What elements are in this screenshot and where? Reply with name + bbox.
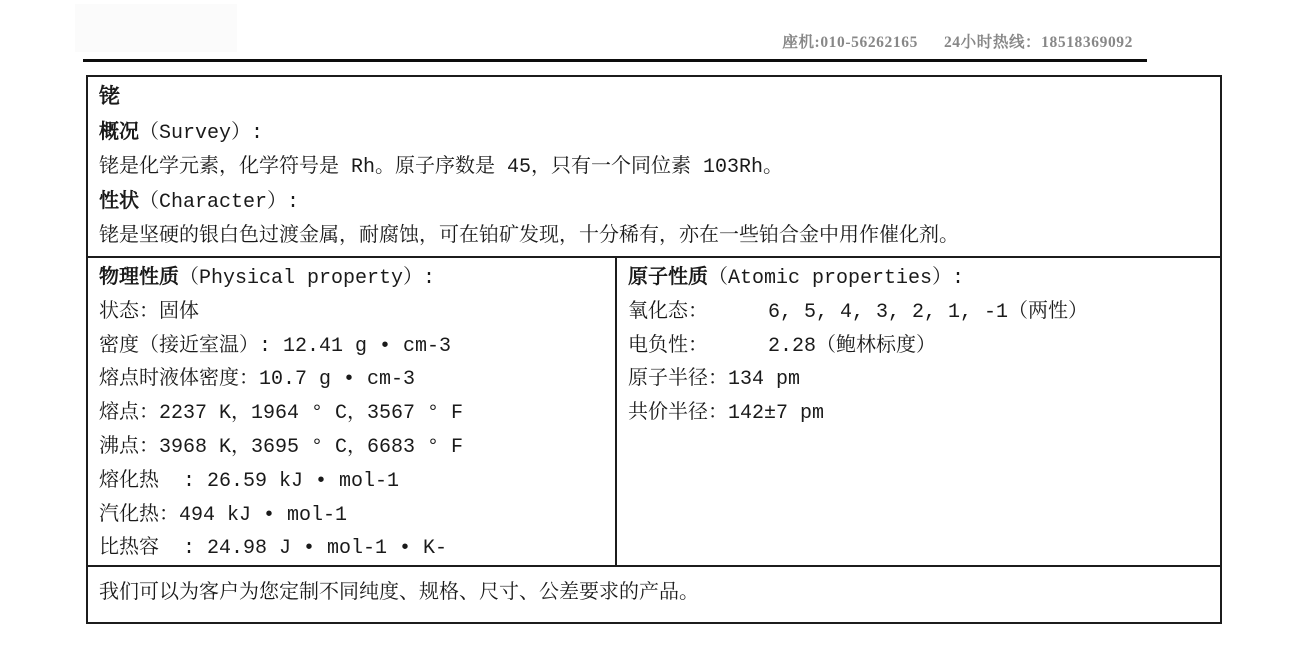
physical-property-row: 状态：固体 [99, 300, 199, 324]
atomic-heading-cn: 原子性质 [628, 267, 708, 290]
physical-property-row: 汽化热：494 kJ • mol-1 [99, 503, 348, 527]
physical-property-row: 熔点时液体密度：10.7 g • cm-3 [99, 368, 416, 392]
atomic-property-row: 电负性： 2.28（鲍林标度） [628, 334, 937, 358]
survey-heading-en: （Survey）: [139, 121, 264, 145]
contact-info [0, 30, 1133, 52]
atomic-heading-en: （Atomic properties）: [708, 267, 965, 290]
atomic-property-row: 共价半径：142±7 pm [628, 402, 825, 426]
survey-heading-cn: 概况 [99, 121, 139, 145]
survey-text: 铑是化学元素，化学符号是 Rh。原子序数是 45，只有一个同位素 103Rh。 [99, 156, 784, 179]
physical-heading [99, 262, 604, 296]
physical-property-row: 熔点：2237 K，1964 ° C，3567 ° F [99, 402, 464, 426]
atomic-property-row: 原子半径：134 pm [628, 368, 801, 392]
character-heading-en: （Character）: [139, 190, 300, 214]
physical-property-row: 熔化热 : 26.59 kJ • mol-1 [99, 469, 400, 493]
properties-section [88, 258, 1220, 567]
overview-section [88, 77, 1220, 258]
element-info-table [86, 75, 1222, 624]
character-heading [99, 186, 1209, 221]
custom-note-text: 我们可以为客户为您定制不同纯度、规格、尺寸、公差要求的产品。 [99, 582, 699, 605]
atomic-properties-cell [617, 258, 1220, 565]
landline-number: 座机:010-56262165 [782, 34, 918, 51]
physical-property-row: 沸点：3968 K，3695 ° C，6683 ° F [99, 435, 464, 459]
physical-heading-cn: 物理性质 [99, 267, 179, 290]
physical-properties-cell [88, 258, 617, 565]
element-title: 铑 [99, 87, 120, 110]
physical-heading-en: （Physical property）: [179, 267, 436, 290]
header-divider [83, 59, 1147, 62]
physical-property-row: 密度（接近室温）: 12.41 g • cm-3 [99, 334, 452, 358]
character-text: 铑是坚硬的银白色过渡金属，耐腐蚀，可在铂矿发现，十分稀有，亦在一些铂合金中用作催化剂。 [99, 225, 959, 248]
atomic-heading [628, 262, 1209, 296]
atomic-property-row: 氧化态： 6, 5, 4, 3, 2, 1, -1（两性） [628, 300, 1089, 324]
physical-property-row: 比热容 : 24.98 J • mol-1 • K- [99, 537, 448, 561]
character-heading-cn: 性状 [99, 190, 139, 214]
custom-note-section [88, 567, 1220, 622]
hotline-number: 24小时热线：18518369092 [943, 34, 1133, 51]
survey-heading [99, 117, 1209, 152]
